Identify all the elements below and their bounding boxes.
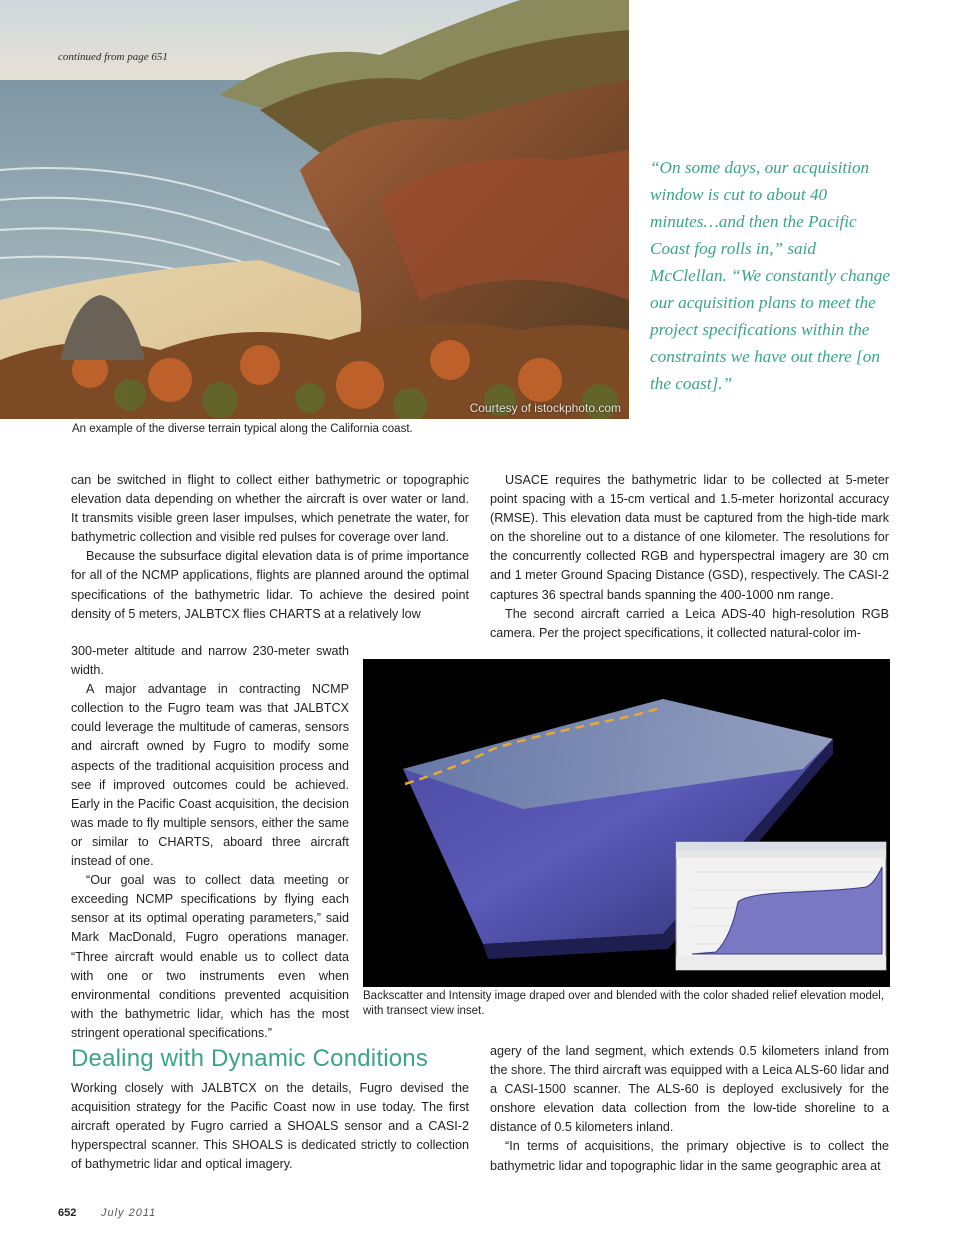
- paragraph: agery of the land segment, which extends 0.5 kilometers inland from the shore. The third aircraft was equipped with a Leica ALS-60 lidar and a CASI-1500 scanner. The ALS-60 is deployed exclusively for the onshore elevation data collection from the low-tide shoreline to a distance of 0.5 kilometers inland.: [490, 1044, 889, 1135]
- left-column-middle: [71, 642, 349, 1043]
- coastline-photo: [0, 0, 629, 419]
- paragraph: The second aircraft carried a Leica ADS-40 high-resolution RGB camera. Per the project specifications, it collected natural-color im-: [490, 606, 889, 640]
- section-heading: Dealing with Dynamic Conditions: [71, 1045, 429, 1072]
- continued-note: continued from page 651: [58, 51, 168, 63]
- issue-date: July 2011: [101, 1207, 157, 1219]
- paragraph: A major advantage in contracting NCMP collection to the Fugro team was that JALBTCX could leverage the multitude of cameras, sensors and aircraft owned by Fugro to modify some aspects of the traditional acquisition process and see if improved outcomes could be achieved. Early in the Pacific Coast acquisition, the decision was made to fly multiple sensors, either the same or similar to CHARTS, aboard three aircraft instead of one.: [71, 682, 349, 869]
- paragraph: can be switched in flight to collect either bathymetric or topographic elevation data depending on whether the aircraft is over water or land. It transmits visible green laser impulses, which penetrate the water, for bathymetric collection and visible red pulses for coverage over land.: [71, 473, 469, 545]
- paragraph: “In terms of acquisitions, the primary objective is to collect the bathymetric lidar and topographic lidar in the same geographic area at: [490, 1139, 889, 1173]
- page-number: 652: [58, 1207, 77, 1219]
- paragraph: “Our goal was to collect data meeting or exceeding NCMP specifications by flying each sensor at its optimal operating parameters,” said Mark MacDonald, Fugro operations manager. “Three aircraft would enable us to collect data with one or two instruments even when environmental conditions prevented acquisition with the bathymetric lidar, which has the most stringent operational specifications.”: [71, 873, 349, 1040]
- paragraph: 300-meter altitude and narrow 230-meter swath width.: [71, 644, 349, 678]
- figure-caption: Backscatter and Intensity image draped over and blended with the color shaded relief elevation model, with transect view inset.: [363, 990, 885, 1017]
- photo-credit: Courtesy of istockphoto.com: [469, 401, 621, 415]
- pull-quote: “On some days, our acquisition window is cut to about 40 minutes…and then the Pacific Coast fog rolls in,” said McClellan. “We constantly change our acquisition plans to meet the project specifications within the constraints we have out there [on the coast].”: [650, 158, 890, 393]
- paragraph: Because the subsurface digital elevation data is of prime importance for all of the NCMP applications, flights are planned around the optimal specifications of the bathymetric lidar. To achieve the desired point density of 5 meters, JALBTCX flies CHARTS at a relatively low: [71, 549, 469, 621]
- elevation-model-illustration: [363, 659, 890, 987]
- elevation-model-figure: [363, 659, 890, 987]
- paragraph: Working closely with JALBTCX on the details, Fugro devised the acquisition strategy for the Pacific Coast now in use today. The first aircraft operated by Fugro carried a SHOALS sensor and a CASI-2 hyperspectral scanner. This SHOALS is dedicated strictly to collection of bathymetric lidar and optical imagery.: [71, 1081, 469, 1172]
- right-column-bottom: [490, 1042, 889, 1176]
- left-column-top: [71, 471, 469, 624]
- photo-caption: An example of the diverse terrain typical along the California coast.: [72, 423, 413, 435]
- paragraph: USACE requires the bathymetric lidar to be collected at 5-meter point spacing with a 15-cm vertical and 1.5-meter horizontal accuracy (RMSE). This elevation data must be captured from the high-tide mark on the shoreline out to a distance of one kilometer. The resolutions for the concurrently collected RGB and hyperspectral imagery are 30 cm and 1 meter Ground Spacing Distance (GSD), respectively. The CASI-2 captures 36 spectral bands spanning the 400-1000 nm range.: [490, 473, 889, 602]
- right-column-top: [490, 471, 889, 643]
- section-dynamic-conditions: [71, 1045, 469, 1174]
